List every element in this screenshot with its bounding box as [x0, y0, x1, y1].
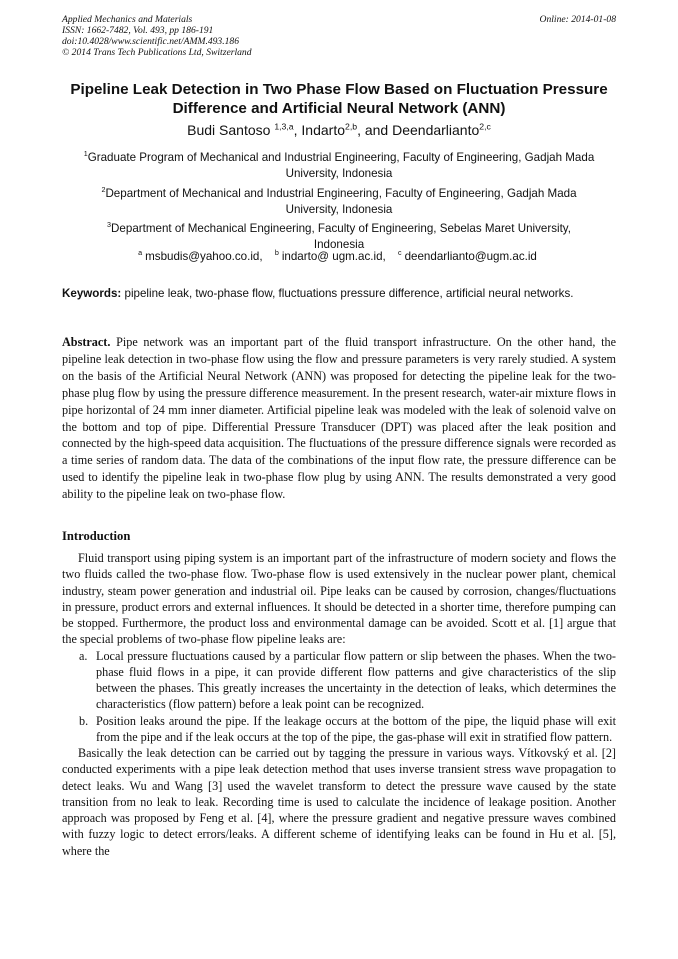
author-name: Indarto: [301, 122, 345, 138]
email-mark: b: [274, 248, 279, 258]
journal-issn: ISSN: 1662-7482, Vol. 493, pp 186-191: [62, 25, 214, 36]
list-item-text: Local pressure fluctuations caused by a particular flow pattern or slip between the phases. When the two-phase fluid flows in a pipe, it can provide different flow patterns and give characteristics of the slip between the phases. This greatly increases the uncertainty in the detection of leaks, which determines the characteristics (flow pattern) before a leak point can be recognized.: [96, 648, 616, 712]
author-affiliation-mark: 1,3,a: [274, 121, 294, 132]
affiliation-1: [62, 150, 616, 182]
affiliation-text: Department of Mechanical Engineering, Faculty of Engineering, Sebelas Maret University, Indonesia: [111, 222, 571, 251]
email-text: msbudis@yahoo.co.id,: [145, 250, 263, 263]
journal-copyright: © 2014 Trans Tech Publications Ltd, Switzerland: [62, 47, 252, 58]
email-mark: c: [397, 248, 402, 258]
affiliation-2: [62, 186, 616, 218]
journal-doi[interactable]: doi:10.4028/www.scientific.net/AMM.493.186: [62, 36, 240, 47]
introduction-body: [62, 550, 616, 859]
email-address[interactable]: [398, 250, 540, 263]
list-item: [62, 713, 616, 746]
email-text: deendarlianto@ugm.ac.id: [404, 250, 537, 263]
affiliation-text: Department of Mechanical and Industrial Engineering, Faculty of Engineering, Gadjah Mada University, Indonesia: [105, 187, 577, 216]
keywords-text: pipeline leak, two-phase flow, fluctuations pressure difference, artificial neural networks.: [124, 287, 574, 300]
email-address[interactable]: [138, 250, 265, 263]
journal-name: Applied Mechanics and Materials: [62, 14, 193, 25]
abstract: [62, 334, 616, 503]
author-separator: ,: [293, 122, 302, 138]
list-item-text: Position leaks around the pipe. If the leakage occurs at the bottom of the pipe, the liquid phase will exit from the pipe and if the leak occurs at the top of the pipe, the gas-phase will exit in stratified flow pattern.: [96, 713, 616, 744]
paper-title: Pipeline Leak Detection in Two Phase Flow Based on Fluctuation Pressure Difference and Artificial Neural Network (ANN): [70, 81, 608, 117]
online-date: Online: 2014-01-08: [539, 14, 616, 25]
list-marker: a.: [79, 648, 88, 663]
email-address[interactable]: [275, 250, 389, 263]
author-list: [62, 121, 616, 139]
section-heading-introduction: Introduction: [62, 529, 131, 543]
keywords: [62, 286, 616, 301]
abstract-label: Abstract.: [62, 335, 111, 349]
author-name: Deendarlianto: [392, 122, 480, 138]
affiliation-number: 3: [107, 220, 112, 230]
paragraph: Basically the leak detection can be carried out by tagging the pressure in various ways. Vítkovský et al. [2] conducted experiments with a pipe leak detection method that uses inverse transient stress wave propagation to detect leaks. Wu and Wang [3] used the wavelet transform to detect the pressure wave caused by the state transition from no leak to leak. Recording time is used to calculate the incidence of leakage position. Another approach was proposed by Feng et al. [4], where the pressure gradient and negative pressure waves combined with fuzzy logic to detect errors/leaks. A different scheme of identifying leaks can be found in Hu et al. [5], where the: [62, 746, 616, 858]
journal-header: [62, 14, 616, 58]
affiliation-text: Graduate Program of Mechanical and Industrial Engineering, Faculty of Engineering, Gadjah Mada University, Indonesia: [87, 151, 595, 180]
email-text: indarto@ ugm.ac.id,: [281, 250, 386, 263]
abstract-text: Pipe network was an important part of the fluid transport infrastructure. On the other hand, the pipeline leak detection in two-phase flow using the flow and pressure parameters is very rarely studied. A system on the basis of the Artificial Neural Network (ANN) was proposed for detecting the pipeline leak for the two-phase plug flow by using the pressure difference measurement. In the present research, water-air mixture flows in pipe horizontal of 24 mm inner diameter. Artificial pipeline leak was modeled with the leak of solenoid valve on the bottom and top of pipe. Differential Pressure Transducer (DPT) was placed after the leak position and connected by the high-speed data acquisition. The fluctuations of the pressure difference signals were recorded as a time series of random data. The data of the combinations of the input flow rate, the pressure difference can be used to identify the pipeline leak in two-phase flow plug by using ANN. The results demonstrated a very good ability to the pipeline leak on two-phase flow.: [62, 335, 616, 502]
affiliation-number: 2: [101, 185, 106, 195]
author-separator: , and: [357, 122, 393, 138]
list-marker: b.: [79, 713, 89, 728]
list-item: [62, 648, 616, 713]
affiliation-number: 1: [83, 149, 88, 159]
problem-list: [62, 648, 616, 746]
email-list: [62, 249, 616, 264]
author-affiliation-mark: 2,b: [345, 121, 358, 132]
author-name: Budi Santoso: [187, 122, 271, 138]
author-affiliation-mark: 2,c: [479, 121, 491, 132]
email-mark: a: [138, 248, 143, 258]
paragraph: Fluid transport using piping system is an important part of the infrastructure of modern society and flows the two fluids called the two-phase flow. Two-phase flow is used extensively in the nuclear power plant, chemical industry, steam power generation and industrial oil. Pipe leaks can be caused by corrosion, changes/fluctuations in pressure, product errors and external influences. It should be detected in a shorter time, therefore pumping can be stopped. Furthermore, the product loss and environmental damage can be avoided. Scott et al. [1] argue that the special problems of two-phase flow pipeline leaks are:: [62, 551, 616, 647]
keywords-label: Keywords:: [62, 287, 122, 300]
